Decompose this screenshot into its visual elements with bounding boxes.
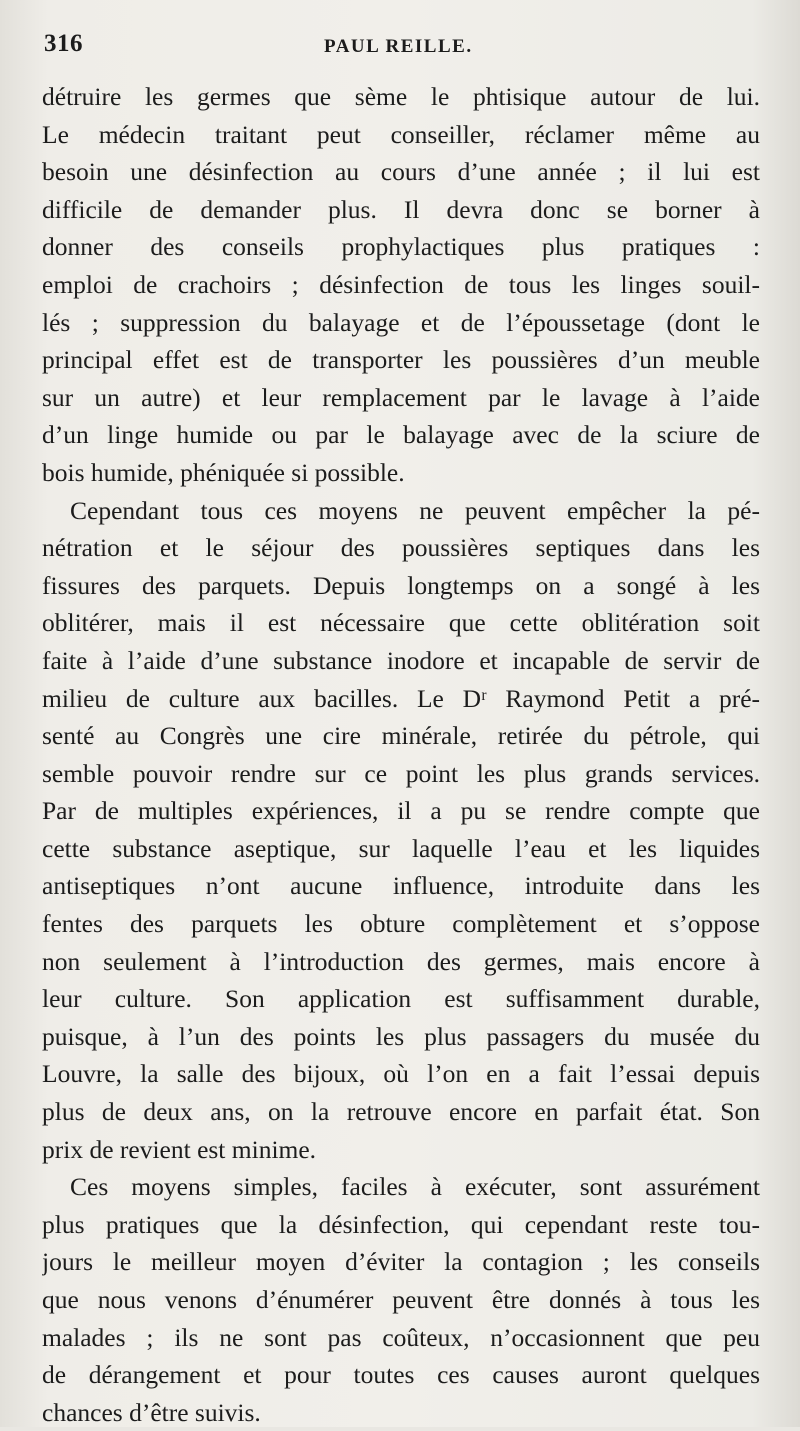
text-line: semble pouvoir rendre sur ce point les plus grands services. [42,758,760,788]
text-line: Cependant tous ces moyens ne peuvent empêcher la pé- [70,495,760,525]
text-line: puisque, à l’un des points les plus passagers du musée du [42,1021,760,1051]
text-line: Par de multiples expériences, il a pu se rendre compte que [42,796,760,826]
text-line: lés ; suppression du balayage et de l’époussetage (dont le [42,307,760,337]
text-line: donner des conseils prophylactiques plus pratiques : [42,232,760,262]
text-line: fentes des parquets les obture complètement et s’oppose [42,909,760,939]
text-line: Ces moyens simples, faciles à exécuter, sont assurément [70,1172,760,1202]
text-line: chances d’être suivis. [42,1397,261,1427]
text-line: principal effet est de transporter les poussières d’un meuble [42,345,760,375]
body-text [42,78,760,1431]
text-line: plus de deux ans, on la retrouve encore en parfait état. Son [42,1097,760,1127]
text-line: prix de revient est minime. [42,1134,317,1164]
text-line: nétration et le séjour des poussières septiques dans les [42,533,760,563]
text-line: bois humide, phéniquée si possible. [42,457,405,487]
text-line: fissures des parquets. Depuis longtemps on a songé à les [42,570,760,600]
text-line: d’un linge humide ou par le balayage avec de la sciure de [42,420,760,450]
text-line: plus pratiques que la désinfection, qui cependant reste tou- [42,1209,760,1239]
page-number: 316 [44,30,83,57]
text-line: cette substance aseptique, sur laquelle l’eau et les liquides [42,833,760,863]
text-line: Louvre, la salle des bijoux, où l’on en a fait l’essai depuis [42,1059,760,1089]
text-line: emploi de crachoirs ; désinfection de tous les linges souil- [42,269,760,299]
page-header [44,30,760,70]
text-line: jours le meilleur moyen d’éviter la contagion ; les conseils [42,1247,760,1277]
text-line: malades ; ils ne sont pas coûteux, n’occasionnent que peu [42,1322,760,1352]
text-line: difficile de demander plus. Il devra donc se borner à [42,194,760,224]
text-line: antiseptiques n’ont aucune influence, introduite dans les [42,871,760,901]
text-line: oblitérer, mais il est nécessaire que cette oblitération soit [42,608,760,638]
text-line: besoin une désinfection au cours d’une année ; il lui est [42,157,760,187]
text-line: senté au Congrès une cire minérale, retirée du pétrole, qui [42,721,760,751]
text-line: non seulement à l’introduction des germes, mais encore à [42,946,760,976]
text-line: que nous venons d’énumérer peuvent être donnés à tous les [42,1285,760,1314]
running-head: PAUL REILLE. [324,36,473,57]
text-line: Le médecin traitant peut conseiller, réclamer même au [42,119,760,149]
text-line: milieu de culture aux bacilles. Le Dʳ Raymond Petit a pré- [42,683,760,713]
text-line: leur culture. Son application est suffisamment durable, [42,984,760,1014]
text-line: de dérangement et pour toutes ces causes auront quelques [42,1360,760,1390]
text-line: sur un autre) et leur remplacement par le lavage à l’aide [42,382,760,412]
text-line: faite à l’aide d’une substance inodore et incapable de servir de [42,645,760,675]
text-line: détruire les germes que sème le phtisique autour de lui. [42,82,760,111]
